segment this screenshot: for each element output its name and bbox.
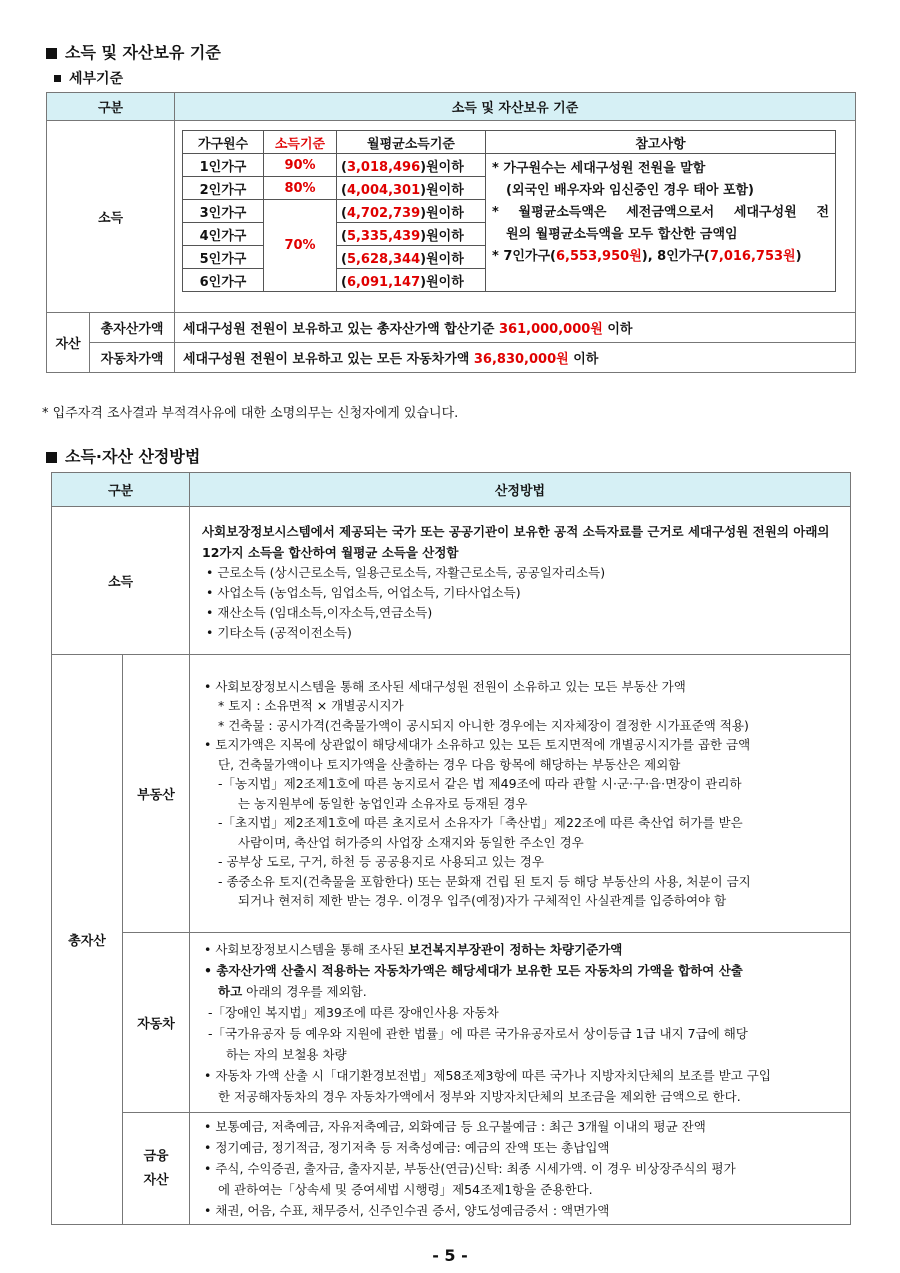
pct-3-6: 70% [264, 200, 337, 292]
realestate-line: • 사회보장정보시스템을 통해 조사된 세대구성원 전원이 소유하고 있는 모든 부동산 가액 [204, 678, 686, 694]
car-line [204, 981, 842, 1002]
realestate-line: 되거나 현저히 제한 받는 경우. 이경우 입주(예정)자가 구체적인 사실관계를 입증하여야 함 [238, 893, 727, 908]
car-method-label: 자동차 [123, 933, 190, 1113]
paren: ( [341, 251, 347, 267]
total-asset-row [175, 313, 856, 343]
note-1: * 가구원수는 세대구성원 전원을 말함 [492, 161, 706, 176]
criteria-header-category: 구분 [47, 93, 175, 121]
income-item: • 근로소득 (상시근로소득, 일용근로소득, 자활근로소득, 공공일자리소득) [206, 564, 606, 580]
total-asset-suffix: 이하 [607, 322, 633, 337]
income-item: • 기타소득 (공적이전소득) [206, 624, 352, 640]
realestate-line: • 토지가액은 지목에 상관없이 해당세대가 소유하고 있는 모든 토지면적에 개별공시지가를 곱한 금액 [204, 737, 751, 752]
car-line: • 총자산가액 산출시 적용하는 자동차가액은 해당세대가 보유한 모든 자동차의 가액을 합하여 산출 [204, 962, 743, 978]
total-assets-label: 총자산 [52, 655, 123, 1225]
household-3: 3인가구 [183, 200, 264, 223]
suffix-5: 원이하 [426, 251, 464, 267]
finance-line: 에 관하여는「상속세 및 증여세법 시행령」제54조제1항을 준용한다. [218, 1182, 593, 1197]
section1-title [46, 40, 221, 63]
notes-cell [486, 154, 836, 292]
realestate-cell [190, 655, 851, 933]
note-3b: ), 8인가구( [641, 249, 710, 264]
paren: ) [420, 274, 427, 290]
car-label: 자동차가액 [90, 343, 175, 373]
car-method-list [204, 939, 842, 1107]
square-bullet-icon [46, 48, 57, 59]
section2-title-text: 소득·자산 산정방법 [65, 447, 201, 466]
realestate-line: * 건축물 : 공시가격(건축물가액이 공시되지 아니한 경우에는 지자체장이 결정한 시가표준액 적용) [218, 717, 749, 733]
paren: ) [420, 205, 427, 221]
finance-cell [190, 1113, 851, 1225]
car-line: • 자동차 가액 산출 시「대기환경보전법」제58조제3항에 따른 국가나 지방자치단체의 보조를 받고 구입 [204, 1067, 771, 1083]
criteria-header-standard: 소득 및 자산보유 기준 [175, 93, 856, 121]
footnote: * 입주자격 조사결과 부적격사유에 대한 소명의무는 신청자에게 있습니다. [42, 406, 459, 421]
suffix-2: 원이하 [426, 182, 464, 198]
finance-label-1: 금융 [143, 1148, 169, 1164]
pct-2: 80% [264, 177, 337, 200]
amount-5: 5,628,344 [346, 251, 421, 267]
amount-row-1 [337, 154, 486, 177]
income-criteria-cell [175, 121, 856, 313]
paren: ( [341, 182, 347, 198]
criteria-table [46, 92, 856, 373]
amount-row-5 [337, 246, 486, 269]
note-1b: (외국인 배우자와 임신중인 경우 태아 포함) [506, 183, 754, 198]
car-line: -「장애인 복지법」제39조에 따른 장애인사용 자동차 [208, 1004, 499, 1020]
amount-row-6 [337, 269, 486, 292]
amount-6: 6,091,147 [346, 274, 421, 290]
car-line: 하는 자의 보철용 차량 [226, 1046, 347, 1062]
household-5: 5인가구 [183, 246, 264, 269]
suffix-6: 원이하 [426, 274, 464, 290]
note-3-value-8: 7,016,753원 [709, 249, 796, 264]
section1-subtitle [54, 68, 123, 88]
note-3c: ) [795, 249, 802, 264]
car-line-3a: 하고 [218, 983, 243, 999]
car-value: 36,830,000원 [473, 352, 569, 367]
section1-subtitle-text: 세부기준 [69, 71, 124, 87]
realestate-line: -「초지법」제2조제1호에 따른 초지로서 소유자가「축산법」제22조에 따른 축산업 허가를 받은 [218, 815, 743, 830]
car-line-1b: 보건복지부장관이 정하는 차량기준가액 [408, 941, 623, 957]
suffix-3: 원이하 [426, 205, 464, 221]
car-line-1a: • 사회보장정보시스템을 통해 조사된 [204, 941, 409, 957]
realestate-line: - 종중소유 토지(건축물을 포함한다) 또는 문화재 건립 된 토지 등 해당 부동산의 사용, 처분이 금지 [218, 873, 751, 889]
amount-3: 4,702,739 [346, 205, 421, 221]
income-label: 소득 [47, 121, 175, 313]
realestate-line: 단, 건축물가액이나 토지가액을 산출하는 경우 다음 항목에 해당하는 부동산은 제외함 [218, 756, 681, 772]
total-asset-label: 총자산가액 [90, 313, 175, 343]
method-header-method: 산정방법 [190, 473, 851, 507]
paren: ) [420, 251, 427, 267]
total-asset-value: 361,000,000원 [499, 322, 603, 337]
realestate-line: 는 농지원부에 동일한 농업인과 소유자로 등재된 경우 [238, 795, 528, 811]
paren: ( [341, 274, 347, 290]
income-intro: 사회보장정보시스템에서 제공되는 국가 또는 공공기관이 보유한 공적 소득자료를 근거로 세대구성원 전원의 아래의 12가지 소득을 합산하여 월평균 소득을 산정함 [202, 523, 830, 560]
method-table [51, 472, 851, 1225]
income-inner-table [182, 130, 836, 292]
finance-line: • 주식, 수익증권, 출자금, 출자지분, 부동산(연금)신탁: 최종 시세가액. 이 경우 비상장주식의 평가 [204, 1161, 736, 1176]
square-bullet-icon [46, 452, 57, 463]
car-method-cell [190, 933, 851, 1113]
car-suffix: 이하 [573, 352, 599, 367]
finance-line: • 채권, 어음, 수표, 채무증서, 신주인수권 증서, 양도성예금증서 : 액면가액 [204, 1203, 610, 1218]
household-1: 1인가구 [183, 154, 264, 177]
paren: ) [420, 182, 427, 198]
income-list [202, 563, 842, 643]
section2-title [46, 444, 200, 467]
inner-header-household: 가구원수 [183, 131, 264, 154]
car-row [175, 343, 856, 373]
realestate-line: * 토지 : 소유면적 × 개별공시지가 [218, 698, 404, 713]
method-income-cell [190, 507, 851, 655]
finance-line: • 보통예금, 저축예금, 자유저축예금, 외화예금 등 요구불예금 : 최근 3개월 이내의 평균 잔액 [204, 1119, 706, 1134]
finance-line: • 정기예금, 정기적금, 정기저축 등 저축성예금: 예금의 잔액 또는 총납입액 [204, 1140, 610, 1155]
suffix-4: 원이하 [426, 228, 464, 244]
household-4: 4인가구 [183, 223, 264, 246]
finance-list [204, 1116, 842, 1221]
income-item: • 사업소득 (농업소득, 임업소득, 어업소득, 기타사업소득) [206, 584, 521, 600]
car-text: 세대구성원 전원이 보유하고 있는 모든 자동차가액 [183, 352, 470, 367]
note-2: * 월평균소득액은 세전금액으로서 세대구성원 전 [492, 205, 829, 220]
note-3 [492, 246, 829, 268]
amount-4: 5,335,439 [346, 228, 421, 244]
car-line [204, 939, 842, 960]
page-number: - 5 - [432, 1246, 468, 1265]
inner-header-income-std: 소득기준 [264, 131, 337, 154]
car-line: -「국가유공자 등 예우와 지원에 관한 법률」에 따른 국가유공자로서 상이등급 1급 내지 7급에 해당 [208, 1025, 748, 1041]
household-6: 6인가구 [183, 269, 264, 292]
finance-label [123, 1113, 190, 1225]
realestate-line: - 공부상 도로, 구거, 하천 등 공공용지로 사용되고 있는 경우 [218, 854, 544, 869]
finance-label-2: 자산 [143, 1172, 169, 1188]
realestate-line: 사람이며, 축산업 허가증의 사업장 소재지와 동일한 주소인 경우 [238, 834, 584, 850]
realestate-line: -「농지법」제2조제1호에 따른 농지로서 같은 법 제49조에 따라 관할 시·군·구·읍·면장이 관리하 [218, 776, 742, 791]
note-3-value-7: 6,553,950원 [556, 249, 642, 264]
inner-header-monthly: 월평균소득기준 [337, 131, 486, 154]
car-line: 한 저공해자동차의 경우 자동차가액에서 정부와 지방자치단체의 보조금을 제외한 금액으로 한다. [218, 1088, 741, 1104]
total-asset-text: 세대구성원 전원이 보유하고 있는 총자산가액 합산기준 [183, 322, 495, 337]
paren: ( [341, 228, 347, 244]
pct-1: 90% [264, 154, 337, 177]
paren: ) [420, 228, 427, 244]
method-header-category: 구분 [52, 473, 190, 507]
amount-row-3 [337, 200, 486, 223]
amount-row-4 [337, 223, 486, 246]
income-item: • 재산소득 (임대소득,이자소득,연금소득) [206, 604, 433, 620]
realestate-label: 부동산 [123, 655, 190, 933]
note-2b: 원의 월평균소득액을 모두 합산한 금액임 [506, 227, 738, 242]
amount-row-2 [337, 177, 486, 200]
amount-1: 3,018,496 [346, 159, 421, 175]
method-income-label: 소득 [52, 507, 190, 655]
inner-header-notes: 참고사항 [486, 131, 836, 154]
paren: ) [420, 159, 427, 175]
note-3a: * 7인가구( [492, 249, 556, 264]
suffix-1: 원이하 [426, 159, 464, 175]
paren: ( [341, 205, 347, 221]
small-square-bullet-icon [54, 75, 61, 82]
household-2: 2인가구 [183, 177, 264, 200]
section1-title-text: 소득 및 자산보유 기준 [65, 43, 221, 62]
amount-2: 4,004,301 [346, 182, 421, 198]
asset-label: 자산 [47, 313, 90, 373]
paren: ( [341, 159, 347, 175]
car-line-3b: 아래의 경우를 제외함. [242, 983, 367, 999]
realestate-list [204, 677, 842, 911]
